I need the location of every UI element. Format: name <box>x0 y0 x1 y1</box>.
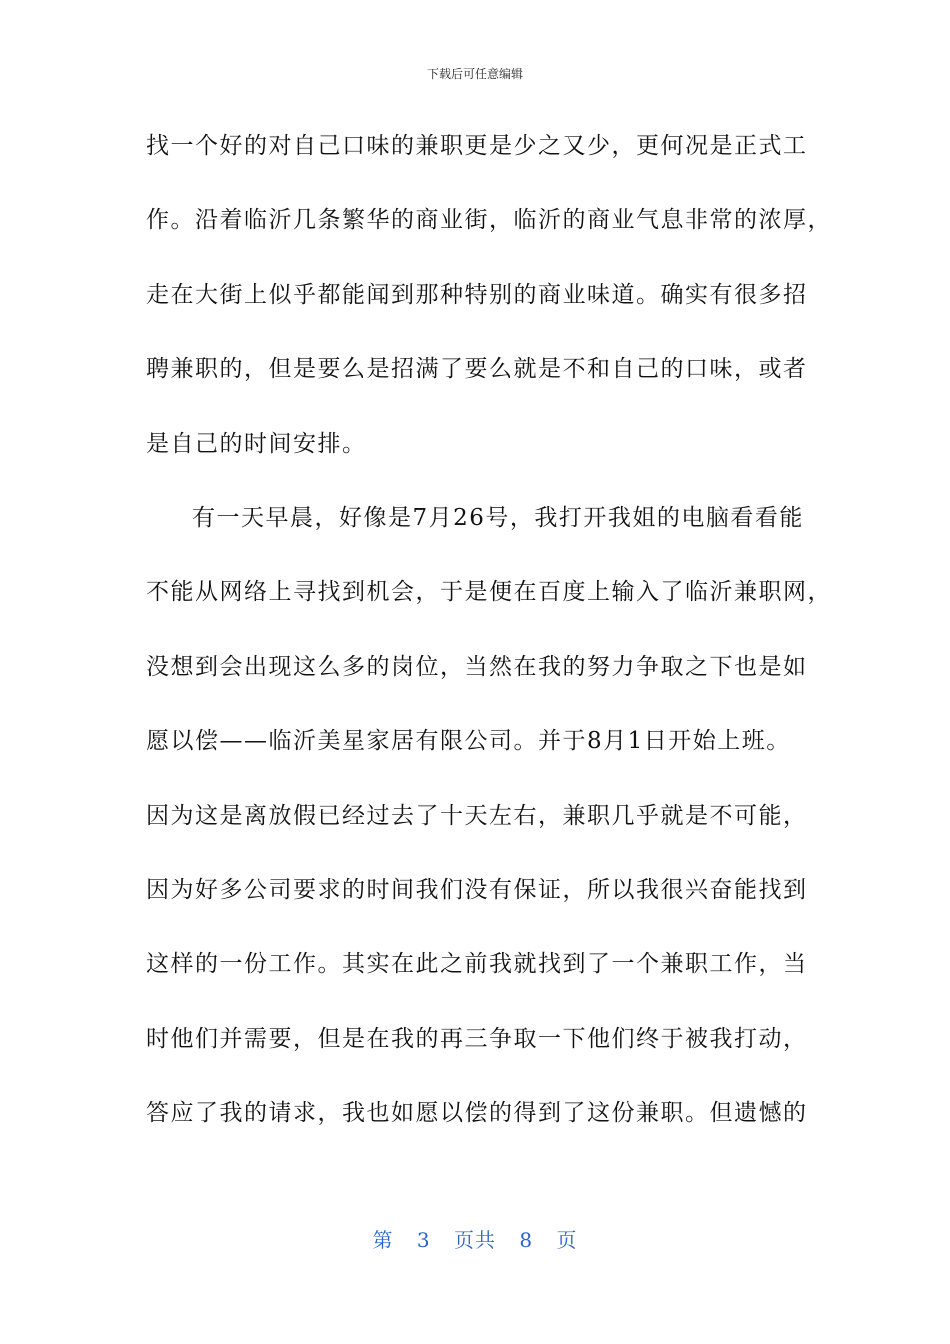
footer-prefix: 第 <box>372 1228 394 1252</box>
text-line: 时他们并需要，但是在我的再三争取一下他们终于被我打动， <box>146 1025 808 1052</box>
text-line: 走在大街上似乎都能闻到那种特别的商业味道。确实有很多招 <box>146 281 808 308</box>
text-line: 作。沿着临沂几条繁华的商业街，临沂的商业气息非常的浓厚， <box>146 207 832 234</box>
footer-middle: 页共 <box>454 1228 496 1252</box>
current-page-number: 3 <box>416 1228 431 1252</box>
text-line: 是自己的时间安排。 <box>146 430 367 457</box>
text-line: 愿以偿——临沂美星家居有限公司。并于8月1日开始上班。 <box>146 728 791 755</box>
text-line: 因为好多公司要求的时间我们没有保证，所以我很兴奋能找到 <box>146 876 808 903</box>
paragraph-start-line: 有一天早晨，好像是7月26号，我打开我姐的电脑看看能 <box>192 504 804 531</box>
text-line: 找一个好的对自己口味的兼职更是少之又少，更何况是正式工 <box>146 133 808 159</box>
text-line: 不能从网络上寻找到机会，于是便在百度上输入了临沂兼职网， <box>146 579 832 606</box>
total-pages-number: 8 <box>519 1228 534 1252</box>
text-line: 因为这是离放假已经过去了十天左右，兼职几乎就是不可能， <box>146 802 808 829</box>
page-number-footer <box>0 1226 950 1254</box>
text-line: 没想到会出现这么多的岗位，当然在我的努力争取之下也是如 <box>146 653 808 680</box>
document-body <box>146 124 832 1165</box>
page-header-note: 下载后可任意编辑 <box>426 67 523 81</box>
text-line: 答应了我的请求，我也如愿以偿的得到了这份兼职。但遗憾的 <box>146 1100 808 1127</box>
text-line: 这样的一份工作。其实在此之前我就找到了一个兼职工作，当 <box>146 951 808 978</box>
text-line: 聘兼职的，但是要么是招满了要么就是不和自己的口味，或者 <box>146 356 808 383</box>
footer-suffix: 页 <box>556 1228 578 1252</box>
